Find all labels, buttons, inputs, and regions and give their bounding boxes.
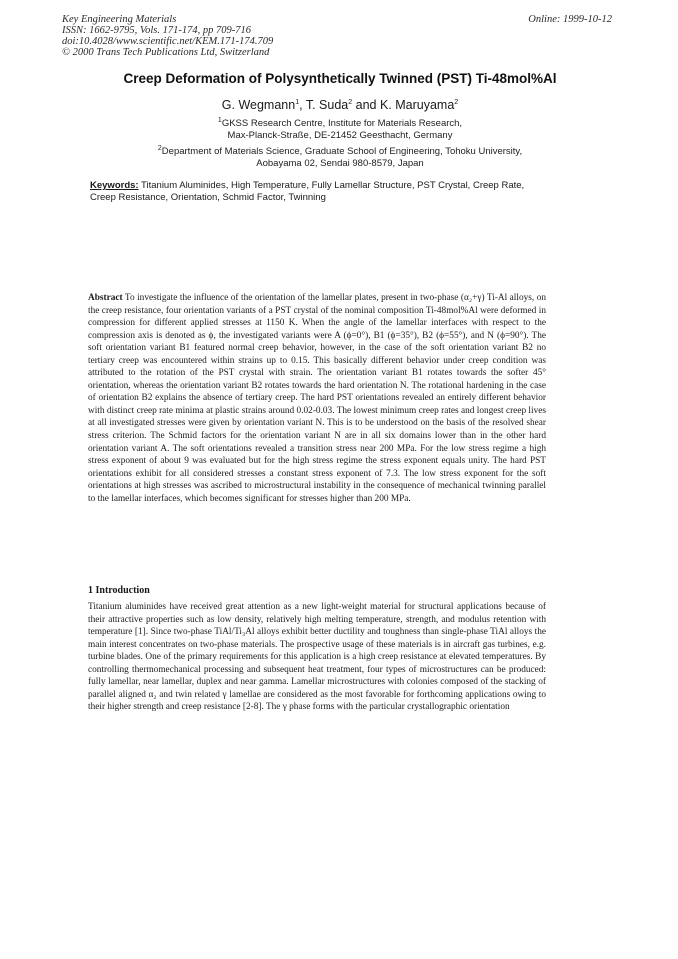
paper-title: Creep Deformation of Polysynthetically Twinned (PST) Ti-48mol%Al bbox=[123, 71, 557, 86]
author-separator: and bbox=[352, 98, 380, 112]
affiliation-2-line-2: Aobayama 02, Sendai 980-8579, Japan bbox=[256, 158, 424, 169]
affiliation-1-line-2: Max-Planck-Straße, DE-21452 Geesthacht, Germany bbox=[227, 130, 453, 141]
affiliation-1-line-1: GKSS Research Centre, Institute for Materials Research, bbox=[221, 118, 463, 129]
author-affil-mark: 2 bbox=[454, 98, 459, 106]
copyright-line: © 2000 Trans Tech Publications Ltd, Switzerland bbox=[62, 47, 270, 58]
affiliation-1 bbox=[60, 118, 620, 142]
affiliation-2 bbox=[60, 146, 620, 170]
introduction-text: Titanium aluminides have received great attention as a new light-weight material for structural applications because of their attractive properties such as low density, relatively high melting temperature, strength, and modulus retention with temperature [1]. Since two-phase TiAl/Ti₃Al alloys exhibit better ductility and toughness than single-phase TiAl alloys the main interest concentrates on two-phase materials. The prospective usage of these materials is in aircraft gas turbines, e.g. turbine blades. One of the primary requirements for this application is a high creep resistance at elevated temperatures. By controlling thermomechanical processing and subsequent heat treatment, four types of microstructures can be produced: fully lamellar, near lamellar, duplex and near gamma. Lamellar microstructures with colonies composed of the stacking of parallel aligned α₂ and twin related γ lamellae are considered as the most favorable for forthcoming applications owing to their higher strength and creep resistance [2-8]. The γ phase forms with the particular crystallographic orientation bbox=[88, 602, 546, 713]
author-suda: T. Suda bbox=[305, 98, 349, 112]
affiliation-2-line-1: Department of Materials Science, Graduate School of Engineering, Tohoku University, bbox=[161, 146, 523, 157]
doi-line[interactable]: doi:10.4028/www.scientific.net/KEM.171-174.709 bbox=[62, 36, 274, 47]
author-affil-mark: 1 bbox=[295, 98, 300, 106]
online-date: Online: 1999-10-12 bbox=[528, 14, 612, 25]
author-list bbox=[60, 98, 620, 112]
keywords bbox=[90, 180, 550, 204]
journal-name: Key Engineering Materials bbox=[62, 14, 177, 25]
issn-line: ISSN: 1662-9795, Vols. 171-174, pp 709-716 bbox=[62, 25, 251, 36]
author-separator: , bbox=[299, 98, 306, 112]
keywords-text: Titanium Aluminides, High Temperature, Fully Lamellar Structure, PST Crystal, Creep Rate, Creep Resistance, Orientation, Schmid Factor, Twinning bbox=[90, 180, 525, 203]
author-maruyama: K. Maruyama bbox=[379, 98, 455, 112]
journal-header bbox=[62, 14, 612, 58]
keywords-label: Keywords: bbox=[90, 180, 139, 191]
author-wegmann: G. Wegmann bbox=[221, 98, 296, 112]
abstract-text: To investigate the influence of the orientation of the lamellar plates, present in two-phase (α₂+γ) Ti-Al alloys, on the creep resistance, four orientation variants of a PST crystal of the nominal composition Ti-48mol%Al were deformed in compression for different applied stresses at 1150 K. When the angle of the lamellar interfaces with respect to the compression axis is denoted as ϕ, the investigated variants were A (ϕ=0°), B1 (ϕ=35°), B2 (ϕ=55°), and N (ϕ=90°). The soft orientation variant B1 featured normal creep behavior, however, in the case of the soft orientation variant B2 no tertiary creep was encountered within strains up to 0.15. This basically different behavior under creep condition was attributed to the rotation of the PST crystal with strain. The orientation variant B1 rotates towards the softer 45° orientation, whereas the orientation variant B2 rotates towards the hard orientation N. The rotational hardening in the case of orientation B2 explains the absence of tertiary creep. The hard PST orientations revealed an entirely different behavior with distinct creep rate minima at plastic strains around 0.02-0.03. The lowest minimum creep rates and longest creep lives at all investigated stresses were given by orientation variant N. This is to be understood on the basis of the resolved shear stress criterion. The Schmid factors for the orientation variant N are in all six domains lower than in the other hard orientation variant A. The soft orientations revealed a transition stress near 200 MPa. For the low stress regime a high stress exponent of about 9 was evaluated but for the high stress regime the stress exponent equals unity. The hard PST orientations exhibit for all considered stresses a constant stress exponent of 7.3. The low stress exponent for the soft orientations at high stresses was ascribed to microstructural instability in the consequence of mechanical twinning parallel to the lamellar interfaces, which becomes significant for stresses higher than 200 MPa. bbox=[88, 293, 546, 504]
affiliation-mark: 1 bbox=[217, 116, 222, 124]
section-heading-introduction: 1 Introduction bbox=[88, 585, 150, 596]
author-affil-mark: 2 bbox=[348, 98, 353, 106]
abstract-label: Abstract bbox=[88, 293, 123, 303]
affiliation-mark: 2 bbox=[157, 144, 162, 152]
abstract bbox=[88, 292, 546, 505]
